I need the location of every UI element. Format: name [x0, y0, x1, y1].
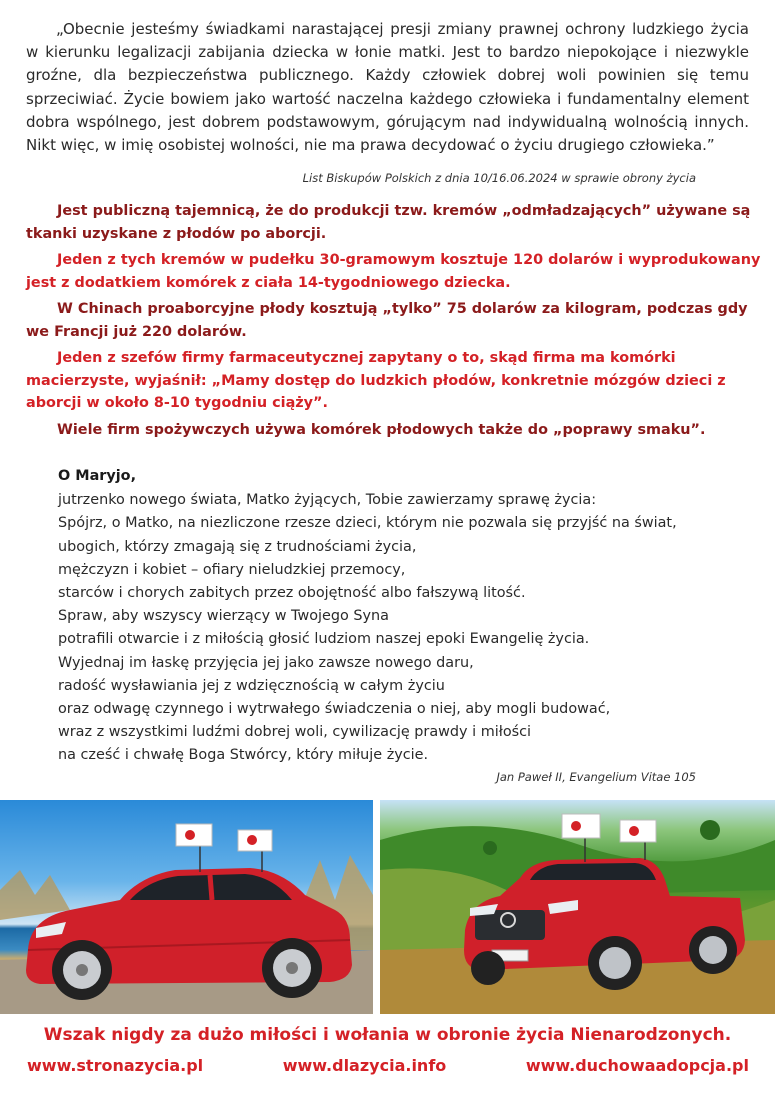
pickup-illustration	[380, 800, 775, 1014]
prayer-line: oraz odwagę czynnego i wytrwałego świadczenia o niej, aby mogli budować,	[58, 701, 611, 718]
prayer-line: ubogich, którzy zmagają się z trudnościami życia,	[58, 538, 417, 555]
footer-slogan: Wszak nigdy za dużo miłości i wołania w obronie życia Nienarodzonych.	[43, 1025, 732, 1045]
prayer-line: Wyjednaj im łaskę przyjęcia jej jako zawsze nowego daru,	[58, 654, 474, 671]
fact-paragraph: Jeden z szefów firmy farmaceutycznej zapytany o to, skąd firma ma komórki macierzyste, wyjaśnił: „Mamy dostęp do ludzkich płodów, konkretnie mózgów dzieci z aborcji w około 8-10 tygodniu ciąży”.	[26, 350, 726, 411]
hatchback-photo	[0, 800, 373, 1014]
footer-links	[27, 1056, 749, 1075]
prayer-source: Jan Paweł II, Evangelium Vitae 105	[496, 770, 696, 784]
facts-section	[26, 200, 761, 445]
prayer-block	[58, 465, 758, 768]
fact-paragraph: Wiele firm spożywczych używa komórek płodowych także do „poprawy smaku”.	[57, 421, 706, 438]
prayer-line: radość wysławiania jej z wdzięcznością w całym życiu	[58, 677, 445, 694]
fact-paragraph: W Chinach proaborcyjne płody kosztują „tylko” 75 dolarów za kilogram, podczas gdy we Francji już 220 dolarów.	[26, 301, 748, 340]
prayer-line: potrafili otwarcie i z miłością głosić ludziom naszej epoki Ewangelię życia.	[58, 631, 590, 648]
link-dlazycia[interactable]: www.dlazycia.info	[282, 1056, 447, 1075]
fact-paragraph: Jest publiczną tajemnicą, że do produkcji tzw. kremów „odmładzających” używane są tkanki uzyskane z płodów po aborcji.	[26, 203, 751, 242]
pickup-photo	[380, 800, 775, 1014]
hatchback-illustration	[0, 800, 373, 1014]
prayer-line: wraz z wszystkimi ludźmi dobrej woli, cywilizację prawdy i miłości	[58, 724, 532, 741]
link-duchowaadopcja[interactable]: www.duchowaadopcja.pl	[525, 1056, 749, 1075]
quote-source: List Biskupów Polskich z dnia 10/16.06.2024 w sprawie obrony życia	[302, 171, 696, 185]
fact-paragraph: Jeden z tych kremów w pudełku 30-gramowym kosztuje 120 dolarów i wyprodukowany jest z dodatkiem komórek z ciała 14-tygodniowego dziecka.	[26, 252, 761, 291]
quote-text: „Obecnie jesteśmy świadkami narastającej presji zmiany prawnej ochrony ludzkiego życia w kierunku legalizacji zabijania dziecka w łonie matki. Jest to bardzo niepokojące i niezwykle groźne, dla bezpieczeństwa publicznego. Każdy człowiek dobrej woli powinien się temu sprzeciwiać. Życie bowiem jako wartość naczelna każdego człowieka i fundamentalny element dobra wspólnego, jest dobrem podstawowym, górującym nad indywidualną wolnością innych. Nikt więc, w imię osobistej wolności, nie ma prawa decydować o życiu drugiego człowieka.”	[26, 20, 749, 155]
prayer-line: Spraw, aby wszyscy wierzący w Twojego Syna	[58, 608, 389, 625]
link-stronazycia[interactable]: www.stronazycia.pl	[27, 1056, 204, 1075]
prayer-line: na cześć i chwałę Boga Stwórcy, który miłuje życie.	[58, 747, 429, 764]
prayer-line: Spójrz, o Matko, na niezliczone rzesze dzieci, którym nie pozwala się przyjść na świat,	[58, 515, 677, 532]
prayer-line: mężczyzn i kobiet – ofiary nieludzkiej przemocy,	[58, 561, 406, 578]
prayer-heading: O Maryjo,	[58, 468, 137, 484]
bishops-quote	[26, 18, 749, 157]
prayer-line: starców i chorych zabitych przez obojętność albo fałszywą litość.	[58, 585, 526, 602]
prayer-line: jutrzenko nowego świata, Matko żyjących, Tobie zawierzamy sprawę życia:	[58, 492, 597, 509]
